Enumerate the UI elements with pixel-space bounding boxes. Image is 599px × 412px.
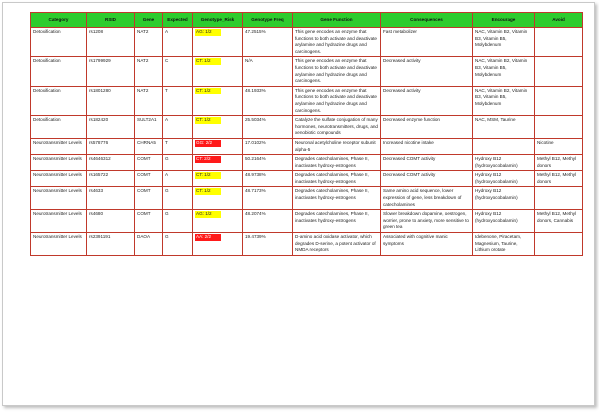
table-row bbox=[31, 155, 583, 171]
avoid-cell bbox=[535, 86, 583, 115]
gene-cell: COMT bbox=[135, 171, 163, 187]
freq-cell: 48.9738% bbox=[243, 171, 293, 187]
column-header-category: Category bbox=[31, 13, 87, 28]
freq-cell: N/A bbox=[243, 57, 293, 86]
gene-cell: COMT bbox=[135, 187, 163, 210]
category-cell: Detoxification bbox=[31, 86, 87, 115]
category-cell: Detoxification bbox=[31, 116, 87, 139]
rsid-cell: rs1801280 bbox=[87, 86, 135, 115]
table-row bbox=[31, 210, 583, 233]
genotype-cell bbox=[193, 138, 243, 154]
genotype-risk-badge: CT: 1/2 bbox=[195, 58, 221, 65]
encourage-cell: NAC, Vitamin B2, Vitamin B3, Vitamin B5, Molybdenum bbox=[473, 57, 535, 86]
consequences-cell: Decreased activity bbox=[381, 86, 473, 115]
expected-cell: T bbox=[163, 138, 193, 154]
column-header-gene: Gene bbox=[135, 13, 163, 28]
column-header-expected: Expected bbox=[163, 13, 193, 28]
gene-cell: COMT bbox=[135, 210, 163, 233]
consequences-cell: Fast metabolizer bbox=[381, 28, 473, 57]
column-header-genotype-freq: Genotype Freq bbox=[243, 13, 293, 28]
genotype-cell bbox=[193, 210, 243, 233]
genotype-risk-badge: AG: 1/2 bbox=[195, 211, 221, 218]
genotype-risk-badge: AG: 1/2 bbox=[195, 29, 221, 36]
rsid-cell: rs2391191 bbox=[87, 233, 135, 256]
avoid-cell bbox=[535, 116, 583, 139]
freq-cell: 47.2515% bbox=[243, 28, 293, 57]
genotype-cell bbox=[193, 155, 243, 171]
column-header-genotype-risk: Genotype_Risk bbox=[193, 13, 243, 28]
expected-cell: G bbox=[163, 187, 193, 210]
genotype-cell bbox=[193, 86, 243, 115]
table-body bbox=[31, 28, 583, 256]
avoid-cell: Methyl B12, Methyl donors, Cannabis bbox=[535, 210, 583, 233]
encourage-cell: Hydroxy B12 (hydroxyocobalamin) bbox=[473, 210, 535, 233]
gene-cell: NAT2 bbox=[135, 86, 163, 115]
expected-cell: A bbox=[163, 28, 193, 57]
freq-cell: 25.5034% bbox=[243, 116, 293, 139]
avoid-cell bbox=[535, 187, 583, 210]
consequences-cell: Increased nicotine intake bbox=[381, 138, 473, 154]
avoid-cell: Nicotine bbox=[535, 138, 583, 154]
table-row bbox=[31, 86, 583, 115]
freq-cell: 48.1933% bbox=[243, 86, 293, 115]
gene-cell: CHRNA5 bbox=[135, 138, 163, 154]
expected-cell: G bbox=[163, 233, 193, 256]
genotype-cell bbox=[193, 28, 243, 57]
freq-cell: 17.0102% bbox=[243, 138, 293, 154]
gene-cell: COMT bbox=[135, 155, 163, 171]
avoid-cell bbox=[535, 57, 583, 86]
consequences-cell: Associated with cognitive manic symptoms bbox=[381, 233, 473, 256]
expected-cell: T bbox=[163, 86, 193, 115]
category-cell: Detoxification bbox=[31, 28, 87, 57]
genotype-table bbox=[30, 12, 583, 256]
freq-cell: 48.7173% bbox=[243, 187, 293, 210]
gene-function-cell: Degrades catecholamines, Phase II, inactivates hydroxy-estrogens bbox=[293, 155, 381, 171]
encourage-cell bbox=[473, 138, 535, 154]
category-cell: Neurotransmitter Levels bbox=[31, 187, 87, 210]
document-page bbox=[2, 2, 595, 406]
consequences-cell: Decreased COMT activity bbox=[381, 155, 473, 171]
rsid-cell: rs4646312 bbox=[87, 155, 135, 171]
table-row bbox=[31, 138, 583, 154]
expected-cell: A bbox=[163, 171, 193, 187]
genotype-risk-badge: AA: 2/2 bbox=[195, 234, 221, 241]
rsid-cell: rs4680 bbox=[87, 210, 135, 233]
table-row bbox=[31, 233, 583, 256]
table-header-row bbox=[31, 13, 583, 28]
column-header-consequences: Consequences bbox=[381, 13, 473, 28]
encourage-cell: NAC, MSM, Taurine bbox=[473, 116, 535, 139]
consequences-cell: Decreased COMT activity bbox=[381, 171, 473, 187]
encourage-cell: Hydroxy B12 (hydroxyocobalamin) bbox=[473, 187, 535, 210]
gene-function-cell: Degrades catecholamines, Phase II, inactivates hydroxy-estrogens bbox=[293, 210, 381, 233]
consequences-cell: Decreased activity bbox=[381, 57, 473, 86]
category-cell: Neurotransmitter Levels bbox=[31, 155, 87, 171]
category-cell: Neurotransmitter Levels bbox=[31, 171, 87, 187]
column-header-gene-function: Gene Function bbox=[293, 13, 381, 28]
genotype-cell bbox=[193, 57, 243, 86]
gene-function-cell: D-amino acid oxidase activator, which degrades D-serine, a potent activator of NMDA receptors bbox=[293, 233, 381, 256]
gene-function-cell: This gene encodes an enzyme that functions to both activate and deactivate arylamine and hydrazine drugs and carcinogens. bbox=[293, 86, 381, 115]
expected-cell: C bbox=[163, 57, 193, 86]
expected-cell: G bbox=[163, 210, 193, 233]
gene-function-cell: Degrades catecholamines, Phase II, inactivates hydroxy-estrogens bbox=[293, 171, 381, 187]
freq-cell: 19.4739% bbox=[243, 233, 293, 256]
avoid-cell bbox=[535, 28, 583, 57]
consequences-cell: Decreased enzyme function bbox=[381, 116, 473, 139]
rsid-cell: rs4633 bbox=[87, 187, 135, 210]
encourage-cell: Hydroxy B12 (hydroxyocobalamin) bbox=[473, 155, 535, 171]
consequences-cell: Slower breakdown dopamine, oestrogen, worrier, prone to anxiety, more sensitive to green tea bbox=[381, 210, 473, 233]
gene-cell: NAT2 bbox=[135, 57, 163, 86]
rsid-cell: rs182420 bbox=[87, 116, 135, 139]
avoid-cell bbox=[535, 233, 583, 256]
genotype-risk-badge: CT: 1/2 bbox=[195, 188, 221, 195]
genotype-cell bbox=[193, 233, 243, 256]
rsid-cell: rs578776 bbox=[87, 138, 135, 154]
genotype-cell bbox=[193, 116, 243, 139]
table-row bbox=[31, 116, 583, 139]
encourage-cell: Hydroxy B12 (hydroxyocobalamin) bbox=[473, 171, 535, 187]
column-header-encourage: Encourage bbox=[473, 13, 535, 28]
genotype-risk-badge: CT: 1/2 bbox=[195, 88, 221, 95]
expected-cell: G bbox=[163, 155, 193, 171]
encourage-cell: NAC, Vitamin B2, Vitamin B3, Vitamin B5, Molybdenum bbox=[473, 28, 535, 57]
gene-cell: DAOA bbox=[135, 233, 163, 256]
encourage-cell: Idebenone, Piracetam, Magnesium, Taurine, Lithium orotate bbox=[473, 233, 535, 256]
column-header-avoid: Avoid bbox=[535, 13, 583, 28]
table-row bbox=[31, 171, 583, 187]
rsid-cell: rs165722 bbox=[87, 171, 135, 187]
gene-function-cell: Degrades catecholamines, Phase II, inactivates hydroxy-estrogens bbox=[293, 187, 381, 210]
expected-cell: A bbox=[163, 116, 193, 139]
encourage-cell: NAC, Vitamin B2, Vitamin B3, Vitamin B5, Molybdenum bbox=[473, 86, 535, 115]
gene-function-cell: This gene encodes an enzyme that functions to both activate and deactivate arylamine and hydrazine drugs and carcinogens. bbox=[293, 28, 381, 57]
category-cell: Neurotransmitter Levels bbox=[31, 233, 87, 256]
consequences-cell: Same amino acid sequence, lower expression of gene, less breakdown of catecholamines bbox=[381, 187, 473, 210]
avoid-cell: Methyl B12, Methyl donors bbox=[535, 155, 583, 171]
rsid-cell: rs1799929 bbox=[87, 57, 135, 86]
table-row bbox=[31, 57, 583, 86]
genotype-risk-badge: CT: 1/2 bbox=[195, 172, 221, 179]
column-header-rsid: RSID bbox=[87, 13, 135, 28]
freq-cell: 50.2164% bbox=[243, 155, 293, 171]
avoid-cell: Methyl B12, Methyl donors bbox=[535, 171, 583, 187]
genotype-cell bbox=[193, 171, 243, 187]
freq-cell: 48.2074% bbox=[243, 210, 293, 233]
genotype-risk-badge: CT: 2/2 bbox=[195, 156, 221, 163]
table-row bbox=[31, 187, 583, 210]
table-row bbox=[31, 28, 583, 57]
category-cell: Neurotransmitter Levels bbox=[31, 138, 87, 154]
gene-cell: SULT2A1 bbox=[135, 116, 163, 139]
gene-cell: NAT2 bbox=[135, 28, 163, 57]
category-cell: Detoxification bbox=[31, 57, 87, 86]
category-cell: Neurotransmitter Levels bbox=[31, 210, 87, 233]
gene-function-cell: This gene encodes an enzyme that functions to both activate and deactivate arylamine and hydrazine drugs and carcinogens. bbox=[293, 57, 381, 86]
genotype-risk-badge: CT: 1/2 bbox=[195, 117, 221, 124]
rsid-cell: rs1208 bbox=[87, 28, 135, 57]
genotype-risk-badge: GG: 2/2 bbox=[195, 140, 221, 147]
gene-function-cell: Neuronal acetylcholine receptor subunit alpha-5 bbox=[293, 138, 381, 154]
genotype-cell bbox=[193, 187, 243, 210]
gene-function-cell: Catalyze the sulfate conjugation of many hormones, neurotransmitters, drugs, and xenobiotic compounds bbox=[293, 116, 381, 139]
